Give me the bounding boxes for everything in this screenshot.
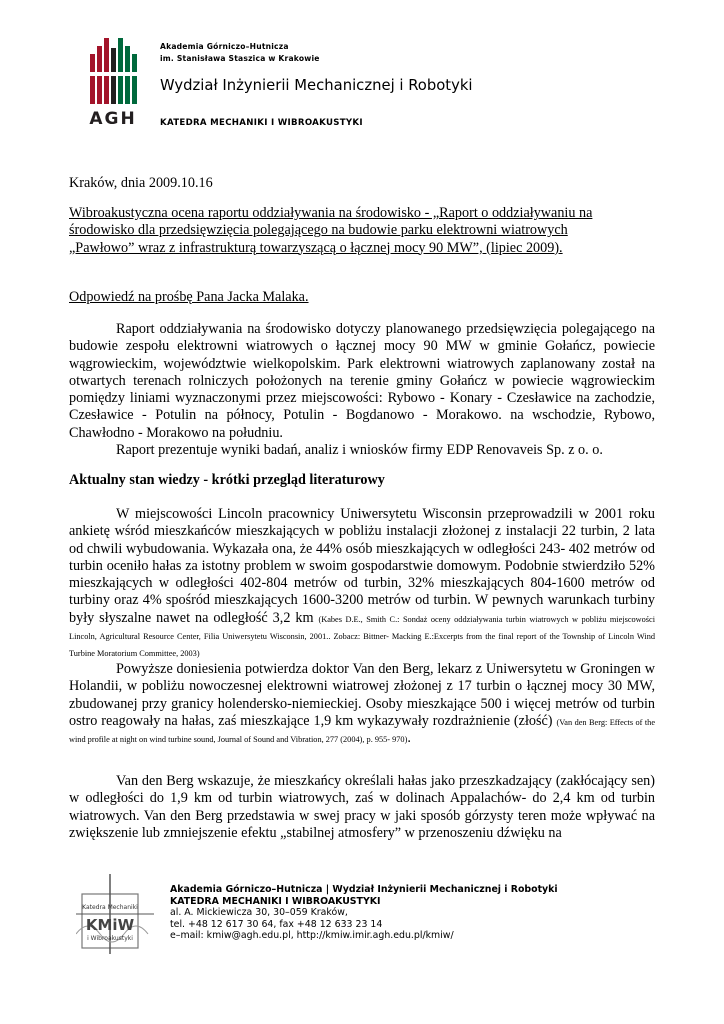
kmiw-logo-main: KMiW xyxy=(85,916,135,934)
footer-department: KATEDRA MECHANIKI I WIBROAKUSTYKI xyxy=(170,895,381,907)
citation-van-den-berg: (Van den Berg: Effects of the wind profile at night on wind turbine sound, Journal of Sound and Vibration, 277 (2004), p. 955- 970) xyxy=(69,717,655,745)
footer-contact xyxy=(170,884,558,942)
footer-phone: tel. +48 12 617 30 64, fax +48 12 633 23 14 xyxy=(170,918,383,930)
department-name: KATEDRA MECHANIKI I WIBROAKUSTYKI xyxy=(160,118,363,128)
letter-subject-text: Wibroakustyczna ocena raportu oddziaływania na środowisko - „Raport o oddziaływaniu na środowisko dla przedsięwzięcia polegającego na budowie parku elektrowni wiatrowych „Pawłowo” wraz z infrastrukturą towarzyszącą o łącznej mocy 90 MW”, (lipiec 2009). xyxy=(69,205,593,256)
paragraph-van-den-berg-text: Powyższe doniesienia potwierdza doktor Van den Berg, lekarz z Uniwersytetu w Groningen w Holandii, w pobliżu nowoczesnej elektrowni wiatrowej złożonej z 17 turbin o łącznej mocy 30 MW, zbudowanej przy granicy holendersko-niemieckiej. Osoby mieszkające 500 i więcej metrów od turbin ostro reagowały na hałas, zaś mieszkające 1,9 km wykazywały rozdrażnienie (złość) xyxy=(69,661,655,729)
paragraph-intro xyxy=(69,321,655,459)
paragraph-van-den-berg xyxy=(69,661,655,747)
footer-email: e–mail: kmiw@agh.edu.pl, http://kmiw.imir.agh.edu.pl/kmiw/ xyxy=(170,930,454,942)
faculty-name: Wydział Inżynierii Mechanicznej i Robotyki xyxy=(160,77,473,94)
agh-logo-text: AGH xyxy=(89,109,137,126)
footer-address: al. A. Mickiewicza 30, 30–059 Kraków, xyxy=(170,907,348,919)
citation-kabes: (Kabes D.E., Smith C.: Sondaż oceny oddziaływania turbin wiatrowych w pobliżu miejscowości Lincoln, Agricultural Resource Center, Filia Uniwersytetu Wisconsin, 2001.. Zobacz: Bittner- Macking E.:Excerpts from the final report of the Township of Lincoln Wind Turbine Moratorium Committee, 2003) xyxy=(69,614,656,659)
paragraph-intro-text: Raport oddziaływania na środowisko dotyczy planowanego przedsięwzięcia polegającego na budowie zespołu elektrowni wiatrowych o łącznej mocy 90 MW w gminie Gołańcz, powiecie wągrowieckim, województwie wielkopolskim. Park elektrowni wiatrowych zaplanowany został na otwartych terenach rolniczych położonych na terenie gminy Gołańcz w powiecie wągrowieckim pomiędzy liniami wyznaczonymi przez miejscowości: Rybowo - Konary - Czesławice na zachodzie, Czesławice - Potulin na północy, Potulin - Bogdanowo - Morakowo. na wschodzie, Rybowo, Chawłodno - Morakowo na południu. xyxy=(69,321,655,441)
agh-logo xyxy=(88,36,148,126)
paragraph-appalachians: Van den Berg wskazuje, że mieszkańcy określali hałas jako przeszkadzający (zakłócający sen) w odległości do 1,9 km od turbin wiatrowych, zaś w dolinach Appalachów- do 2,4 km od turbin wiatrowych. Van den Berg przedstawia w swej pracy w jaki sposób górzysty teren może wpływać na zwiększenie lub zmniejszenie efektu „stabilnej atmosfery” w przenoszeniu dźwięku na xyxy=(69,773,655,841)
section-heading: Aktualny stan wiedzy - krótki przegląd literaturowy xyxy=(69,472,385,488)
paragraph-van-den-berg-end: . xyxy=(407,730,411,747)
letter-subject xyxy=(69,205,629,257)
response-line xyxy=(69,289,309,306)
response-line-text: Odpowiedź na prośbę Pana Jacka Malaka. xyxy=(69,289,309,305)
kmiw-logo xyxy=(76,874,154,954)
kmiw-logo-top: Katedra Mechaniki xyxy=(82,904,138,911)
paragraph-lincoln xyxy=(69,506,655,662)
letter-date: Kraków, dnia 2009.10.16 xyxy=(69,175,213,191)
paragraph-lincoln-text: W miejscowości Lincoln pracownicy Uniwersytetu Wisconsin przeprowadzili w 2001 roku ankietę wśród mieszkańców mieszkających w pobliżu instalacji złożonej z instalacji 22 turbin, 2 lata od chwili wybudowania. Wykazała ona, że 44% osób mieszkających w odległości 243- 402 metrów od turbin oceniło hałas za istotny problem w swoim gospodarstwie domowym. Podobnie stwierdziło 52% mieszkających w odległości 402-804 metrów od turbin, 32% mieszkających 804-1600 metrów od turbiny oraz 4% spośród mieszkających 1600-3200 metrów od turbin. W pewnych warunkach turbiny były słyszalne nawet na odległość 3,2 km xyxy=(69,506,655,626)
kmiw-logo-bottom: i Wibroakustyki xyxy=(87,935,133,942)
university-patron: im. Stanisława Staszica w Krakowie xyxy=(160,54,320,63)
university-name: Akademia Górniczo–Hutnicza xyxy=(160,42,289,51)
footer-institution: Akademia Górniczo–Hutnicza | Wydział Inżynierii Mechanicznej i Robotyki xyxy=(170,884,558,895)
paragraph-intro-summary: Raport prezentuje wyniki badań, analiz i wniosków firmy EDP Renovaveis Sp. z o. o. xyxy=(116,442,603,459)
